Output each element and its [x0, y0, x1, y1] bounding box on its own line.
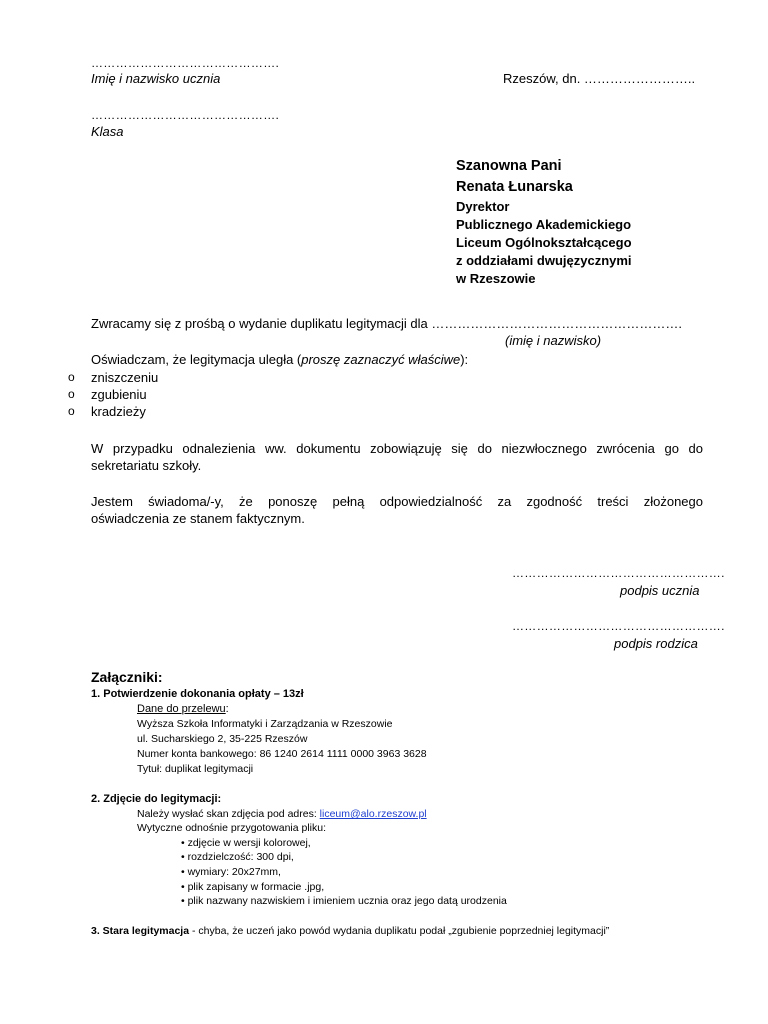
place-date: Rzeszów, dn. ……………………..: [503, 71, 696, 86]
responsibility-line-2: oświadczenia ze stanem faktycznym.: [91, 511, 305, 526]
photo-rule-format: • plik zapisany w formacie .jpg,: [181, 881, 325, 893]
send-photo-text: [137, 808, 427, 820]
photo-rule-resolution: • rozdzielczość: 300 dpi,: [181, 851, 294, 863]
attachments-title: Załączniki:: [91, 669, 163, 685]
recipient-school-3: z oddziałami dwujęzycznymi: [456, 253, 632, 268]
attachment-3-title: 3. Stara legitymacja: [91, 925, 190, 937]
parent-signature-label: podpis rodzica: [614, 636, 698, 651]
obligation-line-1: W przypadku odnalezienia ww. dokumentu zobowiązuję się do niezwłocznego zwrócenia go do: [91, 441, 703, 456]
declaration-start: Oświadczam, że legitymacja uległa (: [91, 352, 302, 367]
transfer-account: Numer konta bankowego: 86 1240 2614 1111 0000 3963 3628: [137, 748, 427, 760]
attachment-3: [91, 925, 609, 937]
option-destroyed: zniszczeniu: [91, 370, 159, 385]
student-signature-dots: …………………………………………….: [512, 566, 725, 580]
recipient-school-1: Publicznego Akademickiego: [456, 217, 632, 232]
transfer-label: Dane do przelewu: [137, 703, 226, 715]
photo-rule-filename: • plik nazwany nazwiskiem i imieniem ucznia oraz jego datą urodzenia: [181, 895, 507, 907]
recipient-salutation: Szanowna Pani: [456, 158, 562, 174]
request-text: Zwracamy się z prośbą o wydanie duplikatu legitymacji dla ………………………………………………….: [91, 316, 682, 331]
attachment-1-title: 1. Potwierdzenie dokonania opłaty – 13zł: [91, 688, 304, 700]
obligation-line-2: sekretariatu szkoły.: [91, 458, 202, 473]
student-signature-label: podpis ucznia: [620, 583, 700, 598]
option-lost: zgubieniu: [91, 387, 147, 402]
class-dots: ……………………………………….: [91, 108, 280, 122]
parent-signature-dots: …………………………………………….: [512, 619, 725, 633]
class-label: Klasa: [91, 124, 124, 139]
option-bullet[interactable]: o: [68, 387, 75, 401]
recipient-city: w Rzeszowie: [456, 271, 536, 286]
declaration-end: ):: [460, 352, 469, 367]
obligation-paragraph: [91, 440, 703, 474]
photo-rule-color: • zdjęcie w wersji kolorowej,: [181, 837, 311, 849]
student-name-dots: ……………………………………….: [91, 56, 280, 70]
guidelines-text: Wytyczne odnośnie przygotowania pliku:: [137, 822, 327, 834]
recipient-school-2: Liceum Ogólnokształcącego: [456, 235, 632, 250]
recipient-name: Renata Łunarska: [456, 179, 573, 195]
email-link[interactable]: liceum@alo.rzeszow.pl: [319, 808, 427, 820]
transfer-title: Tytuł: duplikat legitymacji: [137, 763, 254, 775]
declaration-text: [91, 352, 468, 367]
transfer-address: ul. Sucharskiego 2, 35-225 Rzeszów: [137, 733, 308, 745]
option-bullet[interactable]: o: [68, 404, 75, 418]
transfer-data-label: [137, 703, 229, 715]
recipient-block: [456, 156, 632, 288]
transfer-colon: :: [225, 703, 229, 715]
attachment-3-text: - chyba, że uczeń jako powód wydania duplikatu podał „zgubienie poprzedniej legitymacji”: [189, 925, 610, 937]
option-stolen: kradzieży: [91, 404, 146, 419]
request-hint: (imię i nazwisko): [505, 333, 602, 348]
responsibility-line-1: Jestem świadoma/-y, że ponoszę pełną odpowiedzialność za zgodność treści złożonego: [91, 494, 703, 509]
transfer-recipient: Wyższa Szkoła Informatyki i Zarządzania w Rzeszowie: [137, 718, 393, 730]
recipient-title: Dyrektor: [456, 199, 510, 214]
photo-rule-dimensions: • wymiary: 20x27mm,: [181, 866, 281, 878]
option-bullet[interactable]: o: [68, 370, 75, 384]
responsibility-paragraph: [91, 493, 703, 527]
send-text: Należy wysłać skan zdjęcia pod adres:: [137, 808, 320, 820]
declaration-hint: proszę zaznaczyć właściwe: [301, 352, 461, 367]
student-name-label: Imię i nazwisko ucznia: [91, 71, 221, 86]
attachment-2-title: 2. Zdjęcie do legitymacji:: [91, 793, 222, 805]
